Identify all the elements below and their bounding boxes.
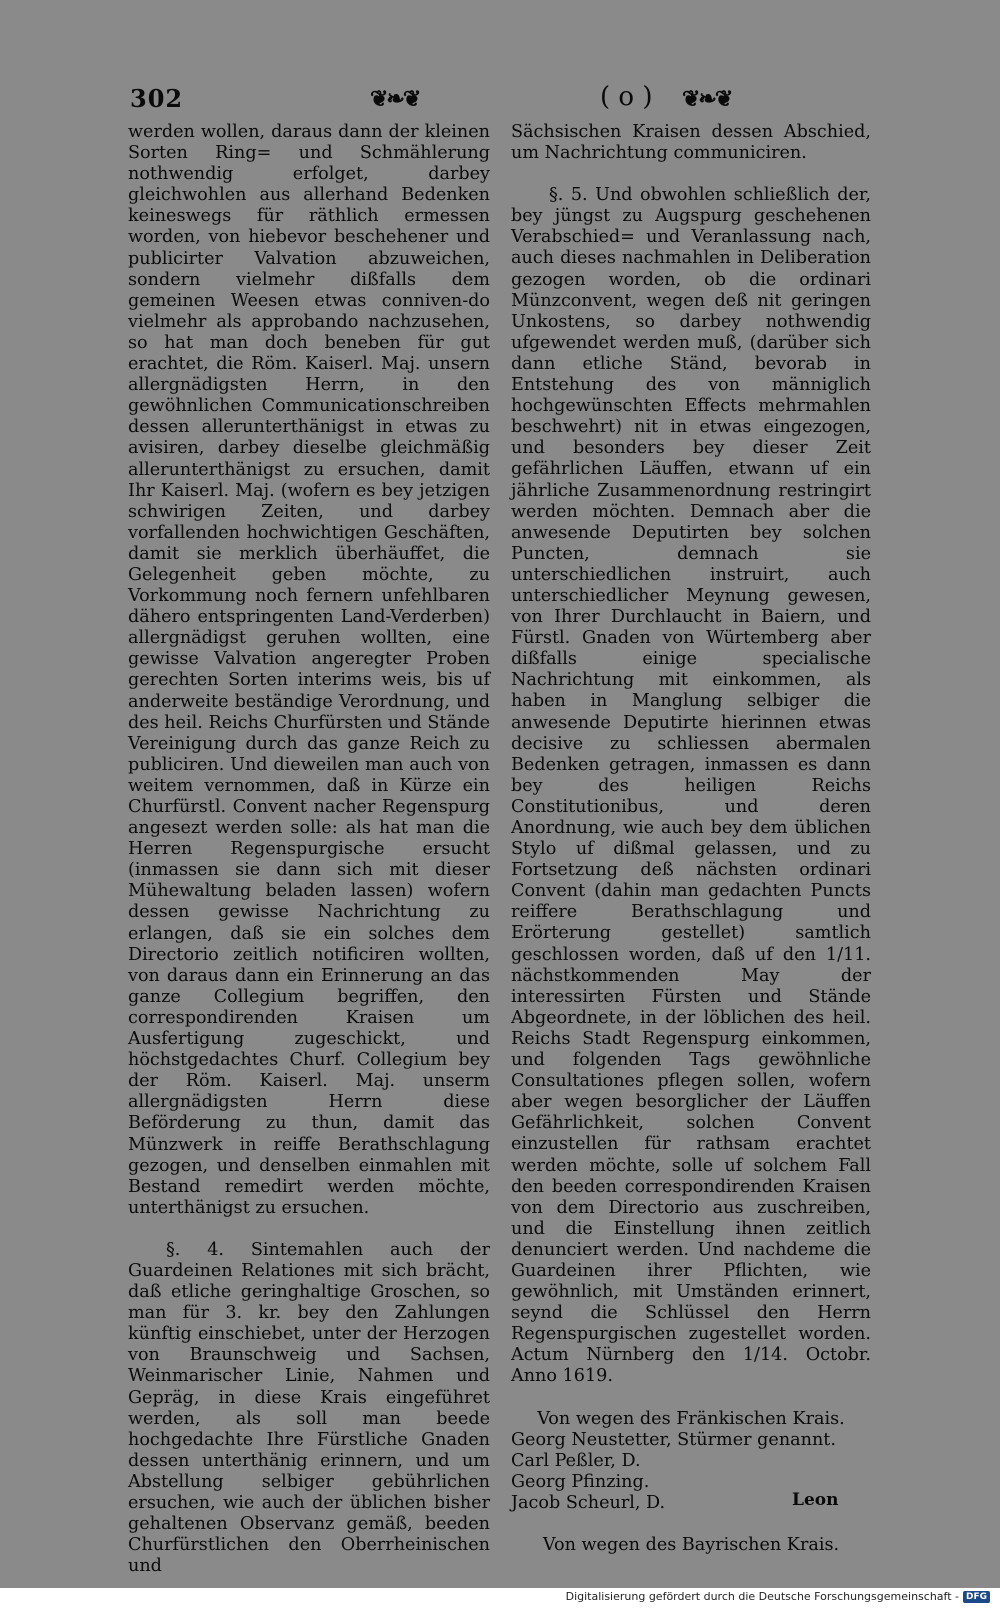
paragraph-continuation-right: Sächsischen Kraisen dessen Abschied, um Nachrichtung communiciren. bbox=[511, 122, 871, 164]
left-column bbox=[128, 122, 490, 1577]
signature-mark: ( o ) bbox=[600, 82, 653, 112]
dfg-logo-icon: DFG bbox=[963, 1591, 990, 1603]
signer: Georg Neustetter, Stürmer genannt. bbox=[511, 1429, 836, 1450]
digitization-footer bbox=[566, 1590, 990, 1603]
page-number: 302 bbox=[130, 84, 184, 113]
signer: Carl Peßler, D. bbox=[511, 1450, 641, 1471]
catchword: Leon bbox=[792, 1490, 839, 1510]
paragraph-section-5: §. 5. Und obwohlen schließlich der, bey jüngst zu Augspurg geschehenen Verabschied= und Veranlassung nach, auch dieses nachmahlen in Deliberation gezogen worden, ob die ordinari Münzconvent, wegen deß nit geringen Unkostens, so darbey nothwendig ufgewendet werden muß, (darüber sich dann etliche Ständ, bevorab in Entstehung des von männiglich hochgewünschten Effects mehrmahlen beschwehrt) nit in etwas eingezogen, und besonders bey dieser Zeit gefährlichen Läuffen, etwann uf ein jährliche Zusammenordnung restringirt werden möchten. Demnach aber die anwesende Deputirten bey solchen Puncten, demnach sie unterschiedlichen instruirt, auch unterschiedlicher Meynung gewesen, von Ihrer Durchlaucht in Baiern, und Fürstl. Gnaden von Würtemberg aber dißfalls einige specialische Nachrichtung mit einkommen, als haben in Manglung selbiger die anwesende Deputirte hierinnen etwas decisive zu schliessen abermalen Bedenken getragen, inmassen es dann bey des heiligen Reichs Constitutionibus, und deren Anordnung, wie auch bey dem üblichen Stylo uf dißmal gelassen, und zu Fortsetzung deß nächsten ordinari Convent (dahin man gedachten Puncts reiffere Berathschlagung und Erörterung gestellet) samtlich geschlossen worden, daß uf den 1/11. nächstkommenden May der interessirten Fürsten und Stände Abgeordnete, in der löblichen des heil. Reichs Stadt Regenspurg einkommen, und folgenden Tags gewöhnliche Consultationes pflegen sollen, wofern aber wegen besorglicher der Läuffen Gefährlichkeit, solchen Convent einzustellen für rathsam erachtet werden möchte, solle uf solchem Fall den beeden correspondirenden Kraisen von dem Directorio aus zuschreiben, und die Einstellung ihnen zeitlich denunciert werden. Und nachdeme die Guardeinen ihrer Pflichten, wie gewöhnlich, mit Umständen erinnert, seynd die Schlüssel den Herrn Regenspurgischen zugestellet worden. Actum Nürnberg den 1/14. Octobr. Anno 1619. bbox=[511, 185, 871, 1387]
page-header bbox=[130, 80, 870, 120]
bavarian-heading: Von wegen des Bayrischen Krais. bbox=[542, 1535, 840, 1555]
footer-credit: Digitalisierung gefördert durch die Deutsche Forschungsgemeinschaft - bbox=[565, 1590, 959, 1603]
paragraph-section-4: §. 4. Sintemahlen auch der Guardeinen Relationes mit sich brächt, daß etliche geringhaltige Groschen, so man für 3. kr. bey den Zahlungen künftig einschiebet, unter der Herzogen von Braunschweig und Sachsen, Weinmarischer Linie, Nahmen und Gepräg, in diese Krais eingeführet werden, als soll man beede hochgedachte Ihre Fürstliche Gnaden dessen unterthänig erinnern, und um Abstellung selbiger gebührlichen ersuchen, wie auch der üblichen bisher gehaltenen Observanz gemäß, beeden Churfürstlichen den Oberrheinischen und bbox=[128, 1239, 490, 1577]
right-column bbox=[511, 122, 871, 1556]
signer: Jacob Scheurl, D. bbox=[511, 1492, 666, 1513]
ornament-left-icon: ❦❧❦ bbox=[370, 86, 420, 112]
franconian-heading: Von wegen des Fränkischen Krais. bbox=[537, 1408, 845, 1429]
ornament-right-icon: ❦❧❦ bbox=[682, 86, 732, 112]
signer: Georg Pfinzing. bbox=[511, 1471, 650, 1492]
paragraph-continuation: werden wollen, daraus dann der kleinen Sorten Ring= und Schmählerung nothwendig erfolget, darbey gleichwohlen aus allerhand Bedenken keineswegs für räthlich ermessen worden, von hiebevor beschehener und publicirter Valvation abzuweichen, sondern vielmehr dißfalls dem gemeinen Weesen etwas conniven-do vielmehr als approbando nachzusehen, so hat man doch beneben für gut erachtet, die Röm. Kaiserl. Maj. unsern allergnädigsten Herrn, in den gewöhnlichen Communicationschreiben dessen allerunterthänigst in etwas zu avisiren, darbey dieselbe gleichmäßig allerunterthänigst zu ersuchen, damit Ihr Kaiserl. Maj. (wofern es bey jetzigen schwirigen Zeiten, und darbey vorfallenden hochwichtigen Geschäften, damit sie merklich überhäuffet, die Gelegenheit geben möchte, zu Vorkommung noch fernern unfehlbaren dähero entspringenten Land-Verderben) allergnädigst geruhen wollten, eine gewisse Valvation angeregter Proben gerechten Sorten interims weis, bis uf anderweite beständige Verordnung, und des heil. Reichs Churfürsten und Stände Vereinigung durch das ganze Reich zu publiciren. Und dieweilen man auch von weitem vernommen, daß in Kürze ein Churfürstl. Convent nacher Regenspurg angesezt werden solle: als hat man die Herren Regenspurgische ersucht (inmassen sie dann sich mit dieser Mühewaltung beladen lassen) wofern dessen gewisse Nachrichtung zu erlangen, daß sie ein solches dem Directorio zeitlich notificiren wollten, von daraus dann ein Erinnerung an das ganze Collegium begriffen, den correspondirenden Kraisen um Ausfertigung zugeschickt, und höchstgedachtes Churf. Collegium bey der Röm. Kaiserl. Maj. unserm allergnädigsten Herrn diese Beförderung zu thun, damit das Münzwerk in reiffe Berathschlagung gezogen, und denselben einmahlen mit Bestand remedirt werden möchte, unterthänigst zu ersuchen. bbox=[128, 122, 490, 1218]
